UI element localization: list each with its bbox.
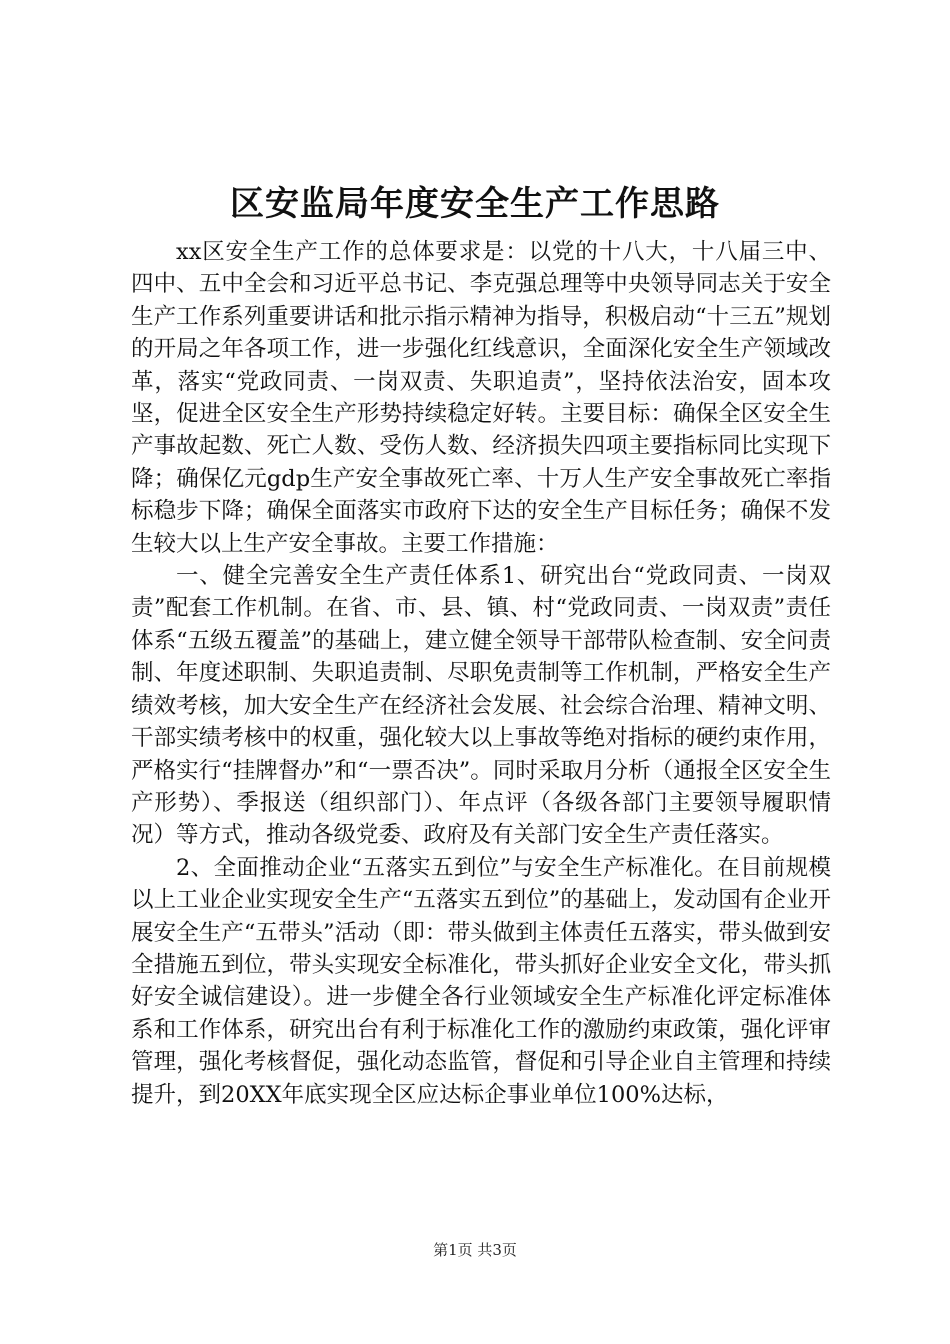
document-title: 区安监局年度安全生产工作思路 [230, 184, 720, 224]
paragraph-measure-2: 2、全面推动企业“五落实五到位”与安全生产标准化。在目前规模以上工业企业实现安全生产“五落实五到位”的基础上，发动国有企业开展安全生产“五带头”活动（即：带头做到主体责任五落实，带头做到安全措施五到位，带头实现安全标准化，带头抓好企业安全文化，带头抓好安全诚信建设）。进一步健全各行业领域安全生产标准化评定标准体系和工作体系，研究出台有利于标准化工作的激励约束政策，强化评审管理，强化考核督促，强化动态监管，督促和引导企业自主管理和持续提升，到20XX年底实现全区应达标企事业单位100%达标， [131, 854, 831, 1108]
paragraph-measure-1: 一、健全完善安全生产责任体系1、研究出台“党政同责、一岗双责”配套工作机制。在省、市、县、镇、村“党政同责、一岗双责”责任体系“五级五覆盖”的基础上，建立健全领导干部带队检查制、安全问责制、年度述职制、失职追责制、尽职免责制等工作机制，严格安全生产绩效考核，加大安全生产在经济社会发展、社会综合治理、精神文明、干部实绩考核中的权重，强化较大以上事故等绝对指标的硬约束作用，严格实行“挂牌督办”和“一票否决”。同时采取月分析（通报全区安全生产形势）、季报送（组织部门）、年点评（各级各部门主要领导履职情况）等方式，推动各级党委、政府及有关部门安全生产责任落实。 [131, 563, 831, 849]
document-body [131, 236, 831, 1111]
page-footer: 第1页 共3页 [433, 1241, 517, 1259]
paragraph-overview: xx区安全生产工作的总体要求是：以党的十八大，十八届三中、四中、五中全会和习近平总书记、李克强总理等中央领导同志关于安全生产工作系列重要讲话和批示指示精神为指导，积极启动“十三五”规划的开局之年各项工作，进一步强化红线意识，全面深化安全生产领域改革，落实“党政同责、一岗双责、失职追责”，坚持依法治安，固本攻坚，促进全区安全生产形势持续稳定好转。主要目标：确保全区安全生产事故起数、死亡人数、受伤人数、经济损失四项主要指标同比实现下降；确保亿元gdp生产安全事故死亡率、十万人生产安全事故死亡率指标稳步下降；确保全面落实市政府下达的安全生产目标任务；确保不发生较大以上生产安全事故。主要工作措施： [131, 239, 831, 557]
